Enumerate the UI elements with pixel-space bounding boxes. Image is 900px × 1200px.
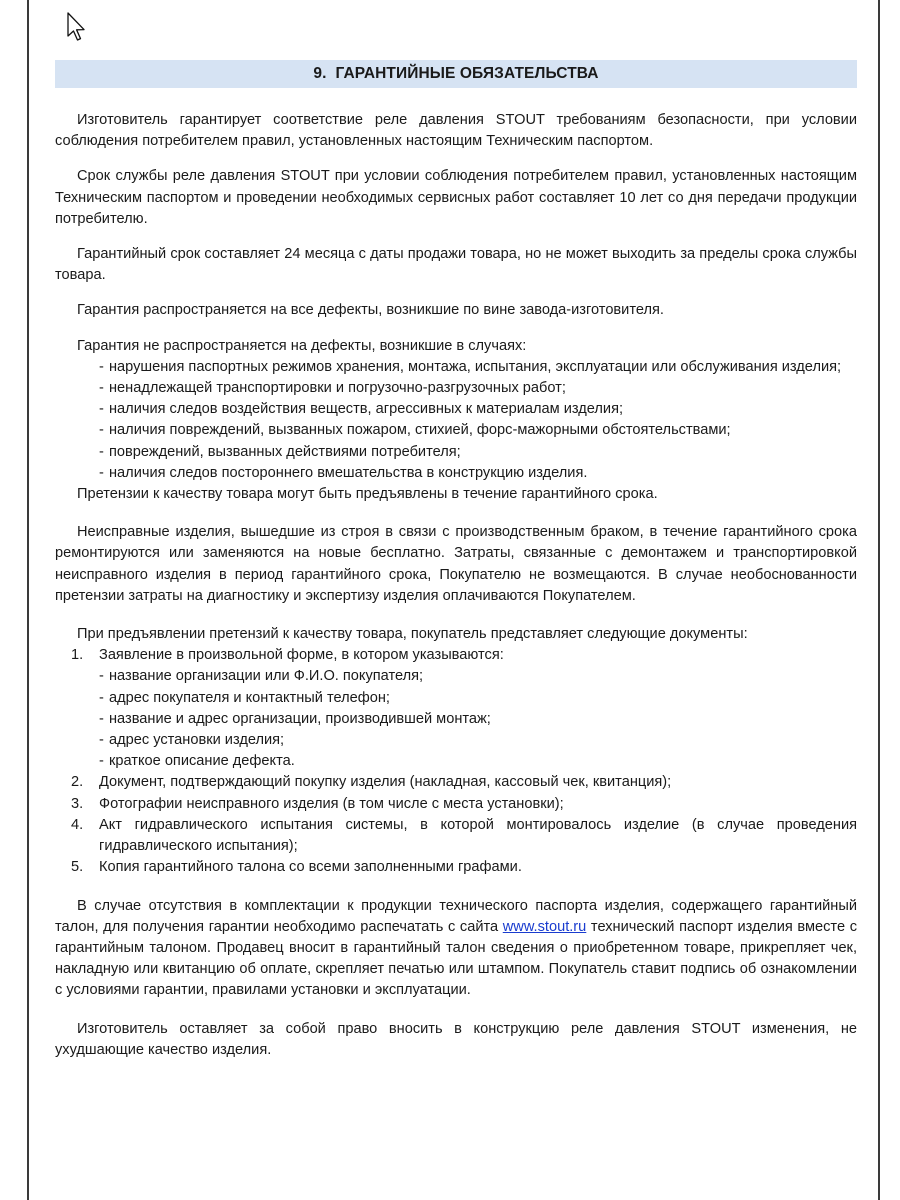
section-heading xyxy=(55,60,857,88)
list-item: - краткое описание дефекта. xyxy=(99,751,857,772)
exclusions-list xyxy=(55,357,857,484)
list-item xyxy=(71,857,857,878)
paragraph-missing-passport xyxy=(55,896,857,1002)
paragraph-claims-period: Претензии к качеству товара могут быть предъявлены в течение гарантийного срока. xyxy=(77,486,658,503)
paragraph-required-documents: При предъявлении претензий к качеству товара, покупатель представляет следующие документы: xyxy=(77,626,748,643)
list-item: - нарушения паспортных режимов хранения, монтажа, испытания, эксплуатации или обслуживания изделия; xyxy=(99,357,857,378)
page-right-edge xyxy=(878,0,880,1200)
list-item-text: Акт гидравлического испытания системы, в которой монтировалось изделие (в случае проведения гидравлического испытания); xyxy=(99,816,857,855)
list-item: - наличия следов воздействия веществ, агрессивных к материалам изделия; xyxy=(99,399,857,420)
document-page xyxy=(55,60,857,1061)
list-item: - наличия повреждений, вызванных пожаром, стихией, форс-мажорными обстоятельствами; xyxy=(99,420,857,441)
paragraph-warranty-coverage: Гарантия распространяется на все дефекты, возникшие по вине завода-изготовителя. xyxy=(77,302,664,319)
list-item: - название организации или Ф.И.О. покупателя; xyxy=(99,666,857,687)
list-item xyxy=(71,645,857,772)
list-item: - наличия следов постороннего вмешательства в конструкцию изделия. xyxy=(99,463,857,484)
list-item: - ненадлежащей транспортировки и погрузочно-разгрузочных работ; xyxy=(99,378,857,399)
paragraph-manufacturer-guarantee: Изготовитель гарантирует соответствие реле давления STOUT требованиям безопасности, при условии соблюдения потребителем правил, установленных настоящим Техническим паспортом. xyxy=(55,112,857,150)
page-left-edge xyxy=(27,0,29,1200)
list-item xyxy=(71,815,857,857)
section-title: ГАРАНТИЙНЫЕ ОБЯЗАТЕЛЬСТВА xyxy=(335,65,599,82)
section-number: 9. xyxy=(313,65,327,82)
paragraph-text: В случае отсутствия в комплектации к продукции технического паспорта изделия, содержащего гарантийный талон, для получения гарантии необходимо распечатать с сайта xyxy=(55,897,857,935)
list-item-text: Документ, подтверждающий покупку изделия (накладная, кассовый чек, квитанция); xyxy=(99,774,672,791)
list-item-number: 3. xyxy=(71,795,84,812)
list-item: - адрес установки изделия; xyxy=(99,730,857,751)
paragraph-service-life: Срок службы реле давления STOUT при условии соблюдения потребителем правил, установленных настоящим Техническим паспортом и проведении необходимых сервисных работ составляет 10 лет со дня передачи продукции потребителю. xyxy=(55,168,857,227)
list-item-number: 4. xyxy=(71,816,84,833)
list-item: - адрес покупателя и контактный телефон; xyxy=(99,688,857,709)
list-item xyxy=(71,772,857,793)
documents-list xyxy=(55,645,857,878)
list-item-text: Копия гарантийного талона со всеми заполненными графами. xyxy=(99,859,522,876)
paragraph-text: технический паспорт изделия вместе с гарантийным талоном. Продавец вносит в гарантийный талон сведения о приобретенном товаре, прикрепляет чек, накладную или квитанцию об оплате, скрепляет печатью или штампом. Покупатель ставит подпись об ознакомлении с условиями гарантии, правилами установки и эксплуатации. xyxy=(55,918,857,999)
list-item: - повреждений, вызванных действиями потребителя; xyxy=(99,442,857,463)
list-item-number: 1. xyxy=(71,647,84,664)
paragraph-design-changes: Изготовитель оставляет за собой право вносить в конструкцию реле давления STOUT изменения, не ухудшающие качество изделия. xyxy=(55,1020,857,1058)
stout-website-link[interactable]: www.stout.ru xyxy=(502,918,587,935)
application-fields-list xyxy=(99,666,857,772)
list-item-text: Фотографии неисправного изделия (в том числе с места установки); xyxy=(99,795,564,812)
paragraph-warranty-exclusions-intro: Гарантия не распространяется на дефекты, возникшие в случаях: xyxy=(77,337,527,354)
list-item-number: 5. xyxy=(71,859,84,876)
list-item-text: Заявление в произвольной форме, в котором указываются: xyxy=(99,647,504,664)
list-item: - название и адрес организации, производившей монтаж; xyxy=(99,709,857,730)
list-item xyxy=(71,794,857,815)
list-item-number: 2. xyxy=(71,774,84,791)
paragraph-warranty-period: Гарантийный срок составляет 24 месяца с даты продажи товара, но не может выходить за пределы срока службы товара. xyxy=(55,246,857,284)
mouse-pointer-icon xyxy=(66,12,88,44)
paragraph-defective-products: Неисправные изделия, вышедшие из строя в связи с производственным браком, в течение гарантийного срока ремонтируются или заменяются на новые бесплатно. Затраты, связанные с демонтажем и транспортировкой неисправного изделия в период гарантийного срока, Покупателю не возмещаются. В случае необоснованности претензии затраты на диагностику и экспертизу изделия оплачиваются Покупателем. xyxy=(55,524,857,604)
